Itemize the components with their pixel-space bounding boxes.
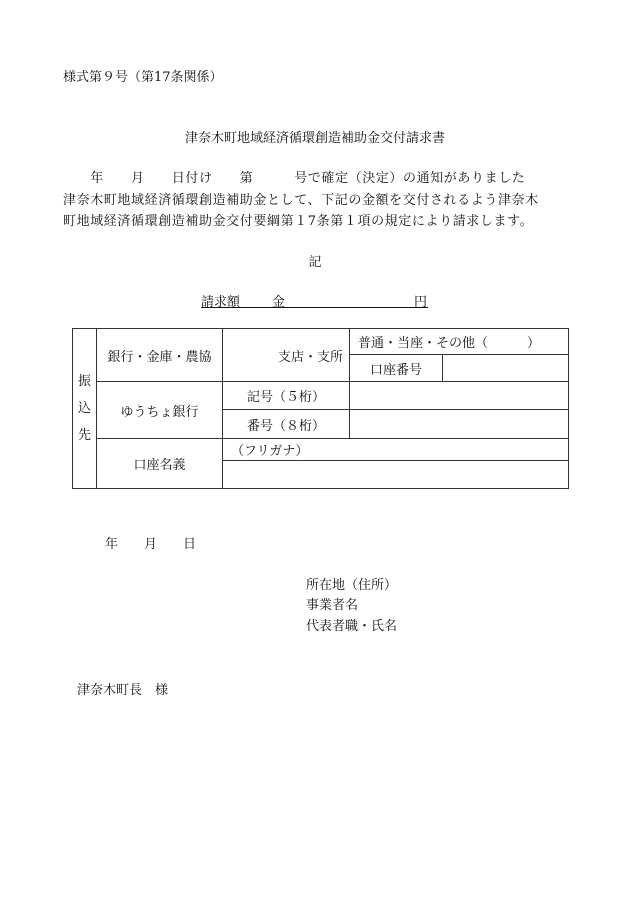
account-holder-label: 口座名義: [97, 439, 223, 489]
body-line-2: 津奈木町地域経済循環創造補助金として、下記の金額を交付されるよう津奈木: [63, 193, 539, 208]
document-title: 津奈木町地域経済循環創造補助金交付請求書: [184, 131, 445, 146]
furikomisaki-label: 振 込 先: [73, 329, 97, 489]
ki-heading: 記: [308, 255, 322, 270]
account-holder-field[interactable]: [223, 461, 569, 489]
kigou-label: 記号（５桁）: [223, 382, 350, 410]
branch-label: 支店・支所: [223, 329, 350, 382]
yucho-bank-label: ゆうちょ銀行: [97, 382, 223, 439]
amount-yen: 円: [414, 295, 428, 310]
request-amount-line: [201, 291, 428, 308]
bangou-label: 番号（８桁）: [223, 410, 350, 439]
addressee: 津奈木町長 様: [77, 683, 169, 698]
body-line-3: 町地域経済循環創造補助金交付要綱第１7条第１項の規定により請求します。: [63, 214, 534, 229]
applicant-address-label: 所在地（住所）: [306, 578, 398, 593]
form-number: 様式第９号（第17条関係）: [63, 70, 223, 85]
kigou-field[interactable]: [350, 382, 569, 410]
applicant-representative-label: 代表者職・氏名: [306, 619, 398, 634]
amount-kin: 金: [272, 295, 286, 310]
account-number-label: 口座番号: [350, 355, 443, 382]
date-line: 年 月 日: [105, 537, 197, 552]
account-number-field[interactable]: [443, 355, 569, 382]
account-type-label: 普通・当座・その他（ ）: [350, 329, 569, 355]
bangou-field[interactable]: [350, 410, 569, 439]
body-line-1: 年 月 日付け 第 号で確定（決定）の通知がありました: [63, 171, 526, 186]
furigana-field[interactable]: （フリガナ）: [223, 439, 569, 461]
bank-type-label: 銀行・金庫・農協: [97, 329, 223, 382]
amount-label: 請求額: [201, 295, 241, 310]
applicant-business-label: 事業者名: [306, 598, 359, 613]
bank-account-table: [72, 328, 569, 489]
